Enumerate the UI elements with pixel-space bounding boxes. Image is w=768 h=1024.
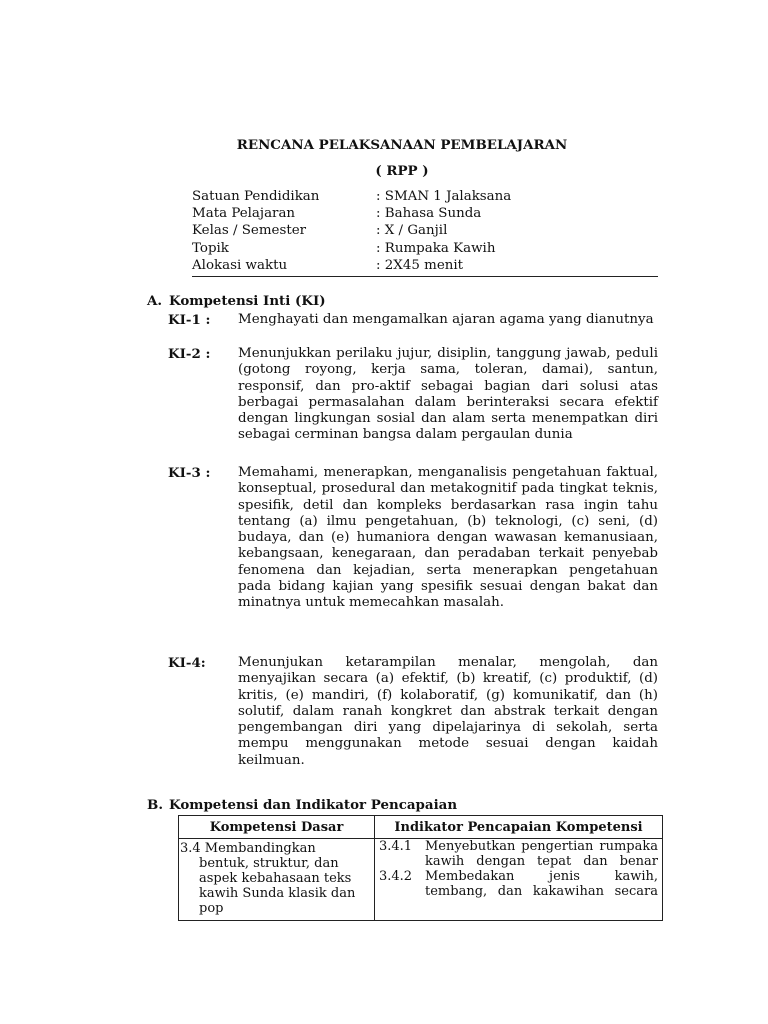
indicator-number: 3.4.2: [379, 869, 413, 884]
identity-block: [192, 188, 658, 274]
identity-value: : 2X45 menit: [376, 257, 464, 273]
section-title: Kompetensi dan Indikator Pencapaian: [169, 797, 458, 813]
table-header-row: [179, 816, 663, 839]
section-letter: B.: [147, 797, 163, 813]
section-a-heading: [147, 293, 326, 309]
identity-row: [192, 257, 658, 274]
indicator-text: Membedakan jenis kawih, tembang, dan kakawihan secara: [425, 869, 658, 899]
identity-row: [192, 222, 658, 239]
competency-table: [178, 815, 663, 921]
indicator-item: [375, 839, 662, 869]
document-title: RENCANA PELAKSANAAN PEMBELAJARAN: [236, 137, 568, 153]
section-b-heading: [147, 797, 457, 813]
column-header: Indikator Pencapaian Kompetensi: [375, 816, 663, 839]
document-subtitle: ( RPP ): [375, 163, 429, 179]
ki-label: KI-4:: [168, 655, 206, 671]
ki-text: Menghayati dan mengamalkan ajaran agama yang dianutnya: [238, 312, 654, 327]
identity-label: Alokasi waktu: [192, 257, 288, 273]
identity-label: Satuan Pendidikan: [192, 189, 320, 204]
basic-competency-first-line: 3.4 Membandingkan: [180, 841, 316, 856]
ki-label: KI-3 :: [168, 465, 211, 481]
identity-value: : Rumpaka Kawih: [376, 240, 496, 256]
indicator-item: [375, 869, 662, 899]
ki-text: Memahami, menerapkan, menganalisis pengetahuan faktual, konseptual, prosedural dan metakognitif pada tingkat teknis, spesifik, detil dan kompleks berdasarkan rasa ingin tahu tentang (a) ilmu pengetahuan, (b) teknologi, (c) seni, (d) budaya, dan (e) humaniora dengan wawasan kemanusiaan, kebangsaan, kenegaraan, dan peradaban terkait penyebab fenomena dan kejadian, serta menerapkan pengetahuan pada bidang kajian yang spesifik sesuai dengan bakat dan minatnya untuk memecahkan masalah.: [238, 465, 658, 611]
identity-row: [192, 188, 658, 205]
identity-row: [192, 240, 658, 257]
identity-value: : SMAN 1 Jalaksana: [376, 189, 512, 204]
ki-item: [168, 346, 658, 444]
ki-item: [168, 465, 658, 612]
section-letter: A.: [147, 293, 163, 309]
ki-label: KI-1 :: [168, 312, 211, 328]
ki-item: [168, 655, 658, 769]
identity-row: [192, 205, 658, 222]
indicator-cell: [375, 839, 663, 921]
identity-value: : Bahasa Sunda: [376, 206, 482, 222]
indicator-number: 3.4.1: [379, 839, 413, 854]
ki-text: Menunjukan ketarampilan menalar, mengolah, dan menyajikan secara (a) efektif, (b) kreatif, (c) produktif, (d) kritis, (e) mandiri, (f) kolaboratif, (g) komunikatif, dan (h) solutif, dalam ranah kongkret dan abstrak terkait dengan pengembangan diri yang dipelajarinya di sekolah, serta mempu menggunakan metode sesuai dengan kaidah keilmuan.: [238, 655, 658, 768]
basic-competency-cell: [179, 839, 375, 921]
identity-label: Mata Pelajaran: [192, 206, 296, 222]
ki-label: KI-2 :: [168, 346, 211, 362]
identity-value: : X / Ganjil: [376, 223, 448, 239]
ki-item: [168, 312, 658, 328]
indicator-text: Menyebutkan pengertian rumpaka kawih dengan tepat dan benar: [425, 839, 658, 869]
basic-competency-text: bentuk, struktur, dan aspek kebahasaan teks kawih Sunda klasik dan pop: [199, 856, 356, 916]
ki-text: Menunjukkan perilaku jujur, disiplin, tanggung jawab, peduli (gotong royong, kerja sama, toleran, damai), santun, responsif, dan pro-aktif sebagai bagian dari solusi atas berbagai permasalahan dalam berinteraksi secara efektif dengan lingkungan sosial dan alam serta menempatkan diri sebagai cerminan bangsa dalam pergaulan dunia: [238, 346, 658, 443]
table-row: [179, 839, 663, 921]
section-title: Kompetensi Inti (KI): [169, 293, 326, 309]
column-header: Kompetensi Dasar: [179, 816, 375, 839]
identity-divider: [192, 276, 658, 277]
identity-label: Kelas / Semester: [192, 223, 307, 239]
identity-label: Topik: [192, 240, 229, 256]
